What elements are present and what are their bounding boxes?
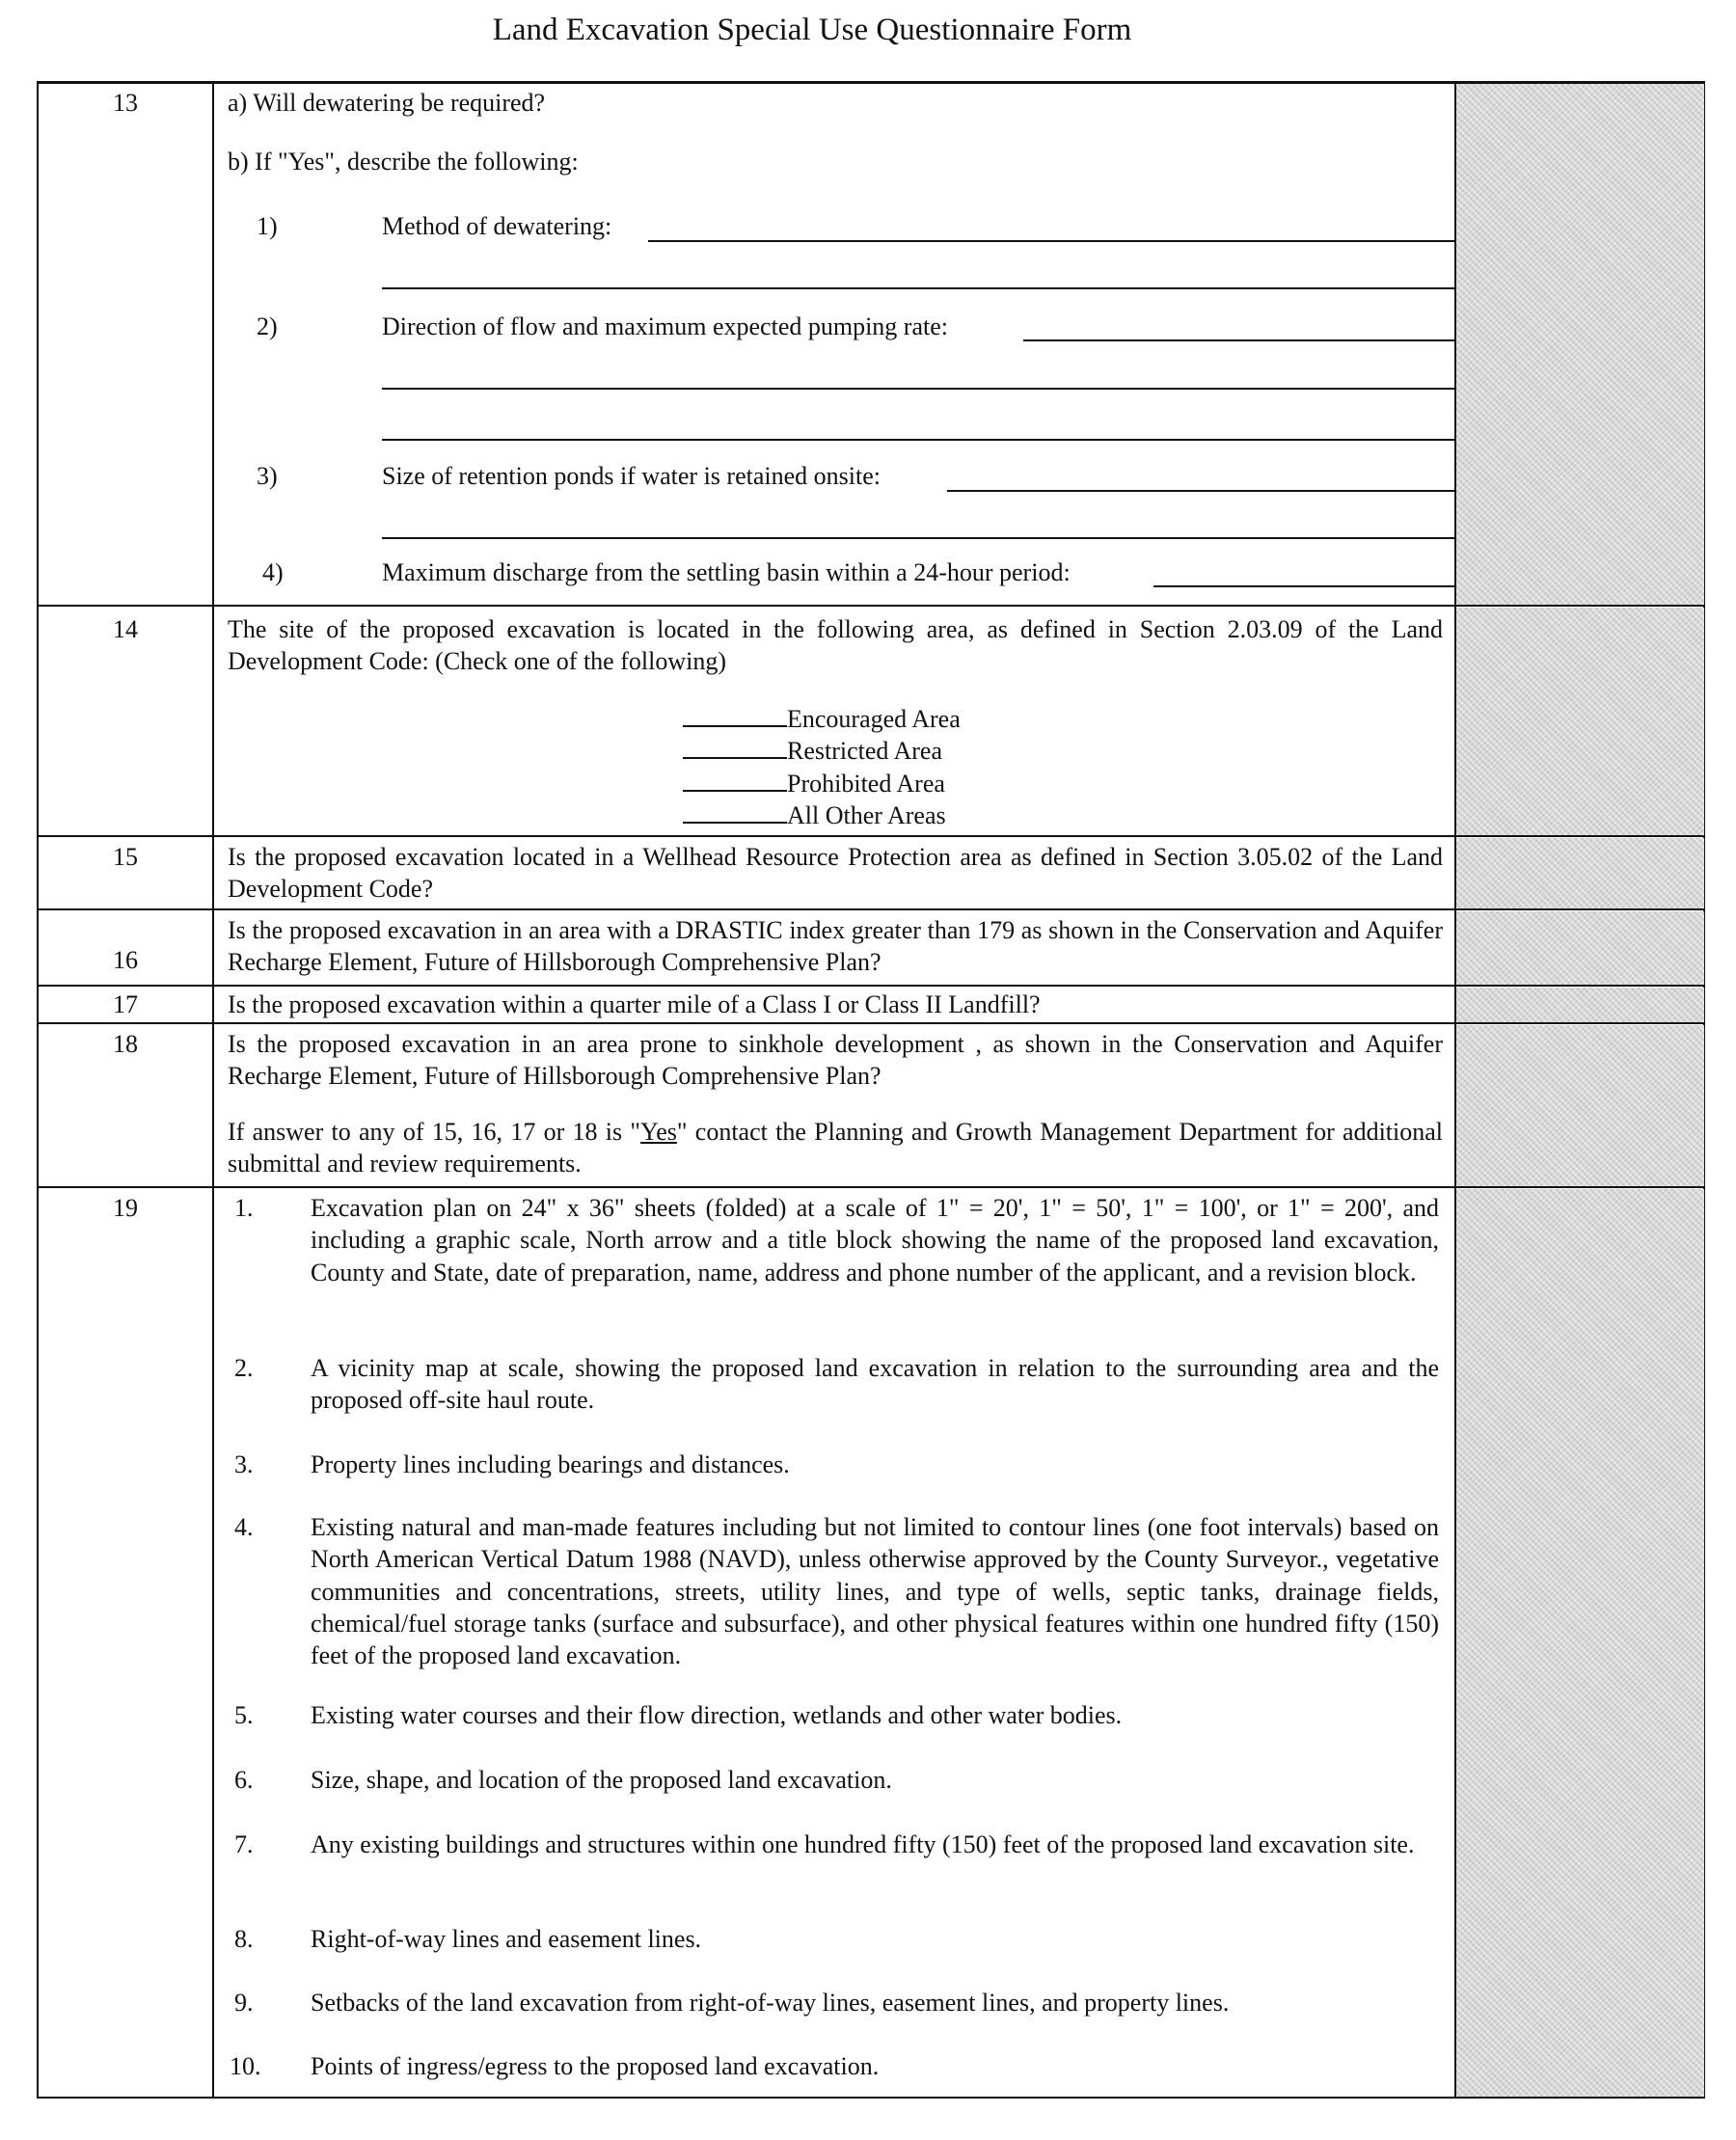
check-blank[interactable] [683,702,787,727]
answer-line-ponds-2[interactable] [382,537,1454,539]
answer-line-ponds[interactable] [947,490,1454,492]
subitem-label: Method of dewatering: [382,212,612,240]
check-blank[interactable] [683,767,787,792]
subitem-number: 4) [262,558,284,586]
response-cell-16[interactable] [1456,911,1704,985]
row-number-14: 14 [113,615,138,643]
subitem-label: Maximum discharge from the settling basin within a 24-hour period: [382,558,1071,586]
response-cell-14[interactable] [1456,608,1704,835]
row-divider [37,605,1705,607]
question-18: Is the proposed excavation in an area prone to sinkhole development , as shown in the Conservation and Aquifer Recharge Element, Future of Hillsborough Comprehensive Plan? [228,1030,1443,1091]
answer-line-flow[interactable] [1023,339,1454,341]
yes-underlined: Yes [640,1118,677,1146]
subitem-label: Size of retention ponds if water is retained onsite: [382,462,881,490]
answer-line-method-2[interactable] [382,287,1454,289]
row-number-18: 18 [113,1030,138,1058]
row-divider [37,1022,1705,1024]
check-blank[interactable] [683,734,787,759]
row-number-19: 19 [113,1194,138,1222]
table-left-border [37,81,39,2099]
question-13b: b) If "Yes", describe the following: [228,148,579,176]
option-all-other[interactable]: All Other Areas [683,799,1069,831]
option-prohibited[interactable]: Prohibited Area [683,767,1069,799]
question-14: The site of the proposed excavation is located in the following area, as defined in Section 2.03.09 of the Land Development Code: (Check one of the following) [228,615,1443,676]
subitem-number: 2) [257,312,278,340]
row-divider [37,835,1705,837]
check-blank[interactable] [683,799,787,824]
question-16: Is the proposed excavation in an area with a DRASTIC index greater than 179 as shown in the Conservation and Aquifer Recharge Element, Future of Hillsborough Comprehensive Plan? [228,916,1443,977]
page-title: Land Excavation Special Use Questionnaire Form [492,13,1132,47]
subitem-number: 1) [257,212,278,240]
response-cell-17[interactable] [1456,988,1704,1022]
row-divider [37,908,1705,910]
row-divider [37,985,1705,987]
answer-line-discharge[interactable] [1153,585,1454,587]
answer-line-method[interactable] [648,240,1454,242]
response-cell-18[interactable] [1456,1025,1704,1186]
subitem-label: Direction of flow and maximum expected pumping rate: [382,312,948,340]
answer-line-flow-2[interactable] [382,388,1454,390]
question-17: Is the proposed excavation within a quarter mile of a Class I or Class II Landfill? [228,990,1041,1018]
option-encouraged[interactable]: Encouraged Area [683,702,1069,735]
check-options [683,702,1069,831]
response-cell-15[interactable] [1456,838,1704,908]
row-divider [37,1186,1705,1188]
row-number-16: 16 [113,946,138,974]
column-divider-number [212,81,214,2099]
subitem-number: 3) [257,462,278,490]
response-cell-13[interactable] [1456,84,1704,605]
answer-line-flow-3[interactable] [382,439,1454,441]
question-15: Is the proposed excavation located in a Wellhead Resource Protection area as defined in Section 3.05.02 of the Land Development Code? [228,843,1443,904]
row-number-15: 15 [113,843,138,871]
response-cell-19[interactable] [1456,1189,1704,2097]
option-restricted[interactable]: Restricted Area [683,734,1069,767]
row-number-17: 17 [113,990,138,1018]
question-18-note: If answer to any of 15, 16, 17 or 18 is "Yes" contact the Planning and Growth Management Department for additional submittal and review requirements. [228,1118,1444,1178]
question-13a: a) Will dewatering be required? [228,89,546,117]
row-number-13: 13 [113,89,138,117]
